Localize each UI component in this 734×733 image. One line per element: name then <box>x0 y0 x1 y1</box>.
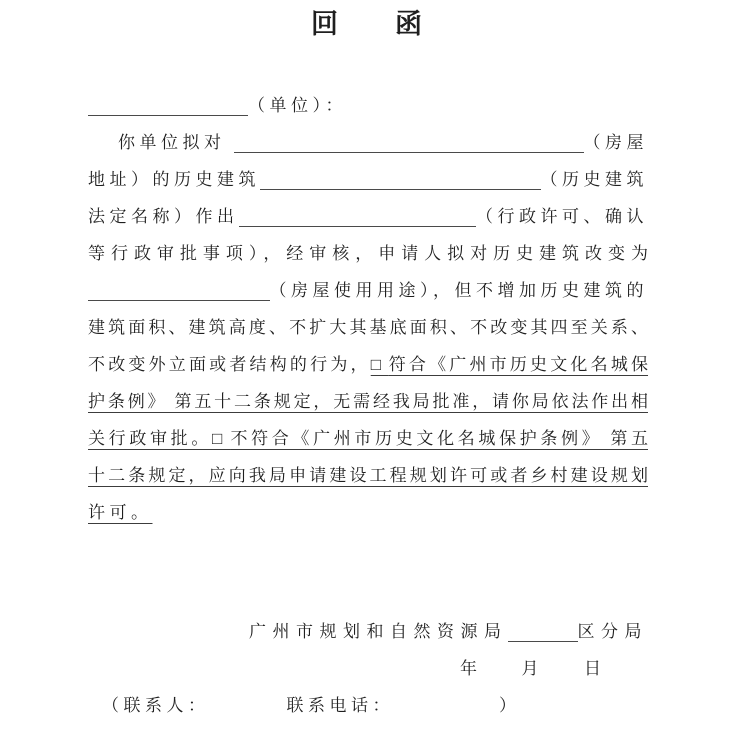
body-line-1 <box>88 124 648 161</box>
date-gap <box>482 650 522 651</box>
body-line-8 <box>88 383 648 420</box>
usage-blank[interactable] <box>88 272 270 301</box>
house-address-blank[interactable] <box>234 124 583 153</box>
body-line-9 <box>88 420 648 457</box>
agency-name: 广州市规划和自然资源局 <box>249 622 508 641</box>
body-text-underlined: 不符合《广州市历史文化名城保护条例》 第五 <box>230 429 648 448</box>
closing-paren: ） <box>499 696 521 715</box>
district-blank[interactable] <box>508 613 578 642</box>
body-text-underlined: 十二条规定，应向我局申请建设工程规划许可或者乡村建设规划 <box>88 466 648 485</box>
date-line <box>88 650 648 687</box>
addressee-line <box>88 87 648 124</box>
paragraph-indent <box>88 124 118 125</box>
building-name-blank[interactable] <box>260 161 541 190</box>
contact-phone-label: 联系电话： <box>286 696 394 715</box>
vertical-gap <box>88 531 648 613</box>
date-indent <box>88 650 460 651</box>
body-text-underlined: 许可。 <box>88 503 153 522</box>
addressee-unit-blank[interactable] <box>88 87 248 116</box>
district-branch-label: 区分局 <box>577 622 648 641</box>
body-line-7 <box>88 346 648 383</box>
body-text: （房屋使用用途），但不增加历史建筑的 <box>269 281 648 300</box>
page-title: 回 函 <box>311 9 423 39</box>
body-text-underlined: 护条例》 第五十二条规定，无需经我局批准，请你局依法作出相 <box>88 392 648 411</box>
contact-line <box>88 687 648 724</box>
day-label: 日 <box>584 659 606 678</box>
body-text-underlined: 关行政审批。 <box>88 429 212 448</box>
contact-person-label: （联系人： <box>102 696 210 715</box>
unit-label: （单位）： <box>248 96 347 115</box>
signature-line <box>88 613 648 650</box>
contact-indent <box>88 687 102 688</box>
document-body <box>88 87 648 724</box>
contact-phone-blank-space <box>394 687 499 688</box>
body-text: 地址）的历史建筑 <box>88 170 260 189</box>
body-line-11 <box>88 494 648 531</box>
body-text-underlined: 符合《广州市历史文化名城保 <box>388 355 649 374</box>
body-text: 等行政审批事项），经审核，申请人拟对历史建筑改变为 <box>88 244 648 263</box>
body-text: （房屋 <box>583 133 648 152</box>
year-label: 年 <box>460 659 482 678</box>
body-text: （行政许可、确认 <box>476 207 648 226</box>
body-text: （历史建筑 <box>540 170 648 189</box>
body-line-6 <box>88 309 648 346</box>
body-line-5 <box>88 272 648 309</box>
month-label: 月 <box>521 659 543 678</box>
contact-person-blank-space <box>210 687 287 688</box>
checkbox-complies[interactable]: □ <box>370 355 389 374</box>
body-line-4 <box>88 235 648 272</box>
body-text: 法定名称）作出 <box>88 207 239 226</box>
body-text: 建筑面积、建筑高度、不扩大其基底面积、不改变其四至关系、 <box>88 318 648 337</box>
body-line-10 <box>88 457 648 494</box>
body-text: 你单位拟对 <box>118 133 235 152</box>
body-text: 不改变外立面或者结构的行为， <box>88 355 371 374</box>
body-line-3 <box>88 198 648 235</box>
approval-item-blank[interactable] <box>239 198 477 227</box>
checkbox-does-not-comply[interactable]: □ <box>212 429 231 448</box>
body-line-2 <box>88 161 648 198</box>
date-gap <box>543 650 584 651</box>
